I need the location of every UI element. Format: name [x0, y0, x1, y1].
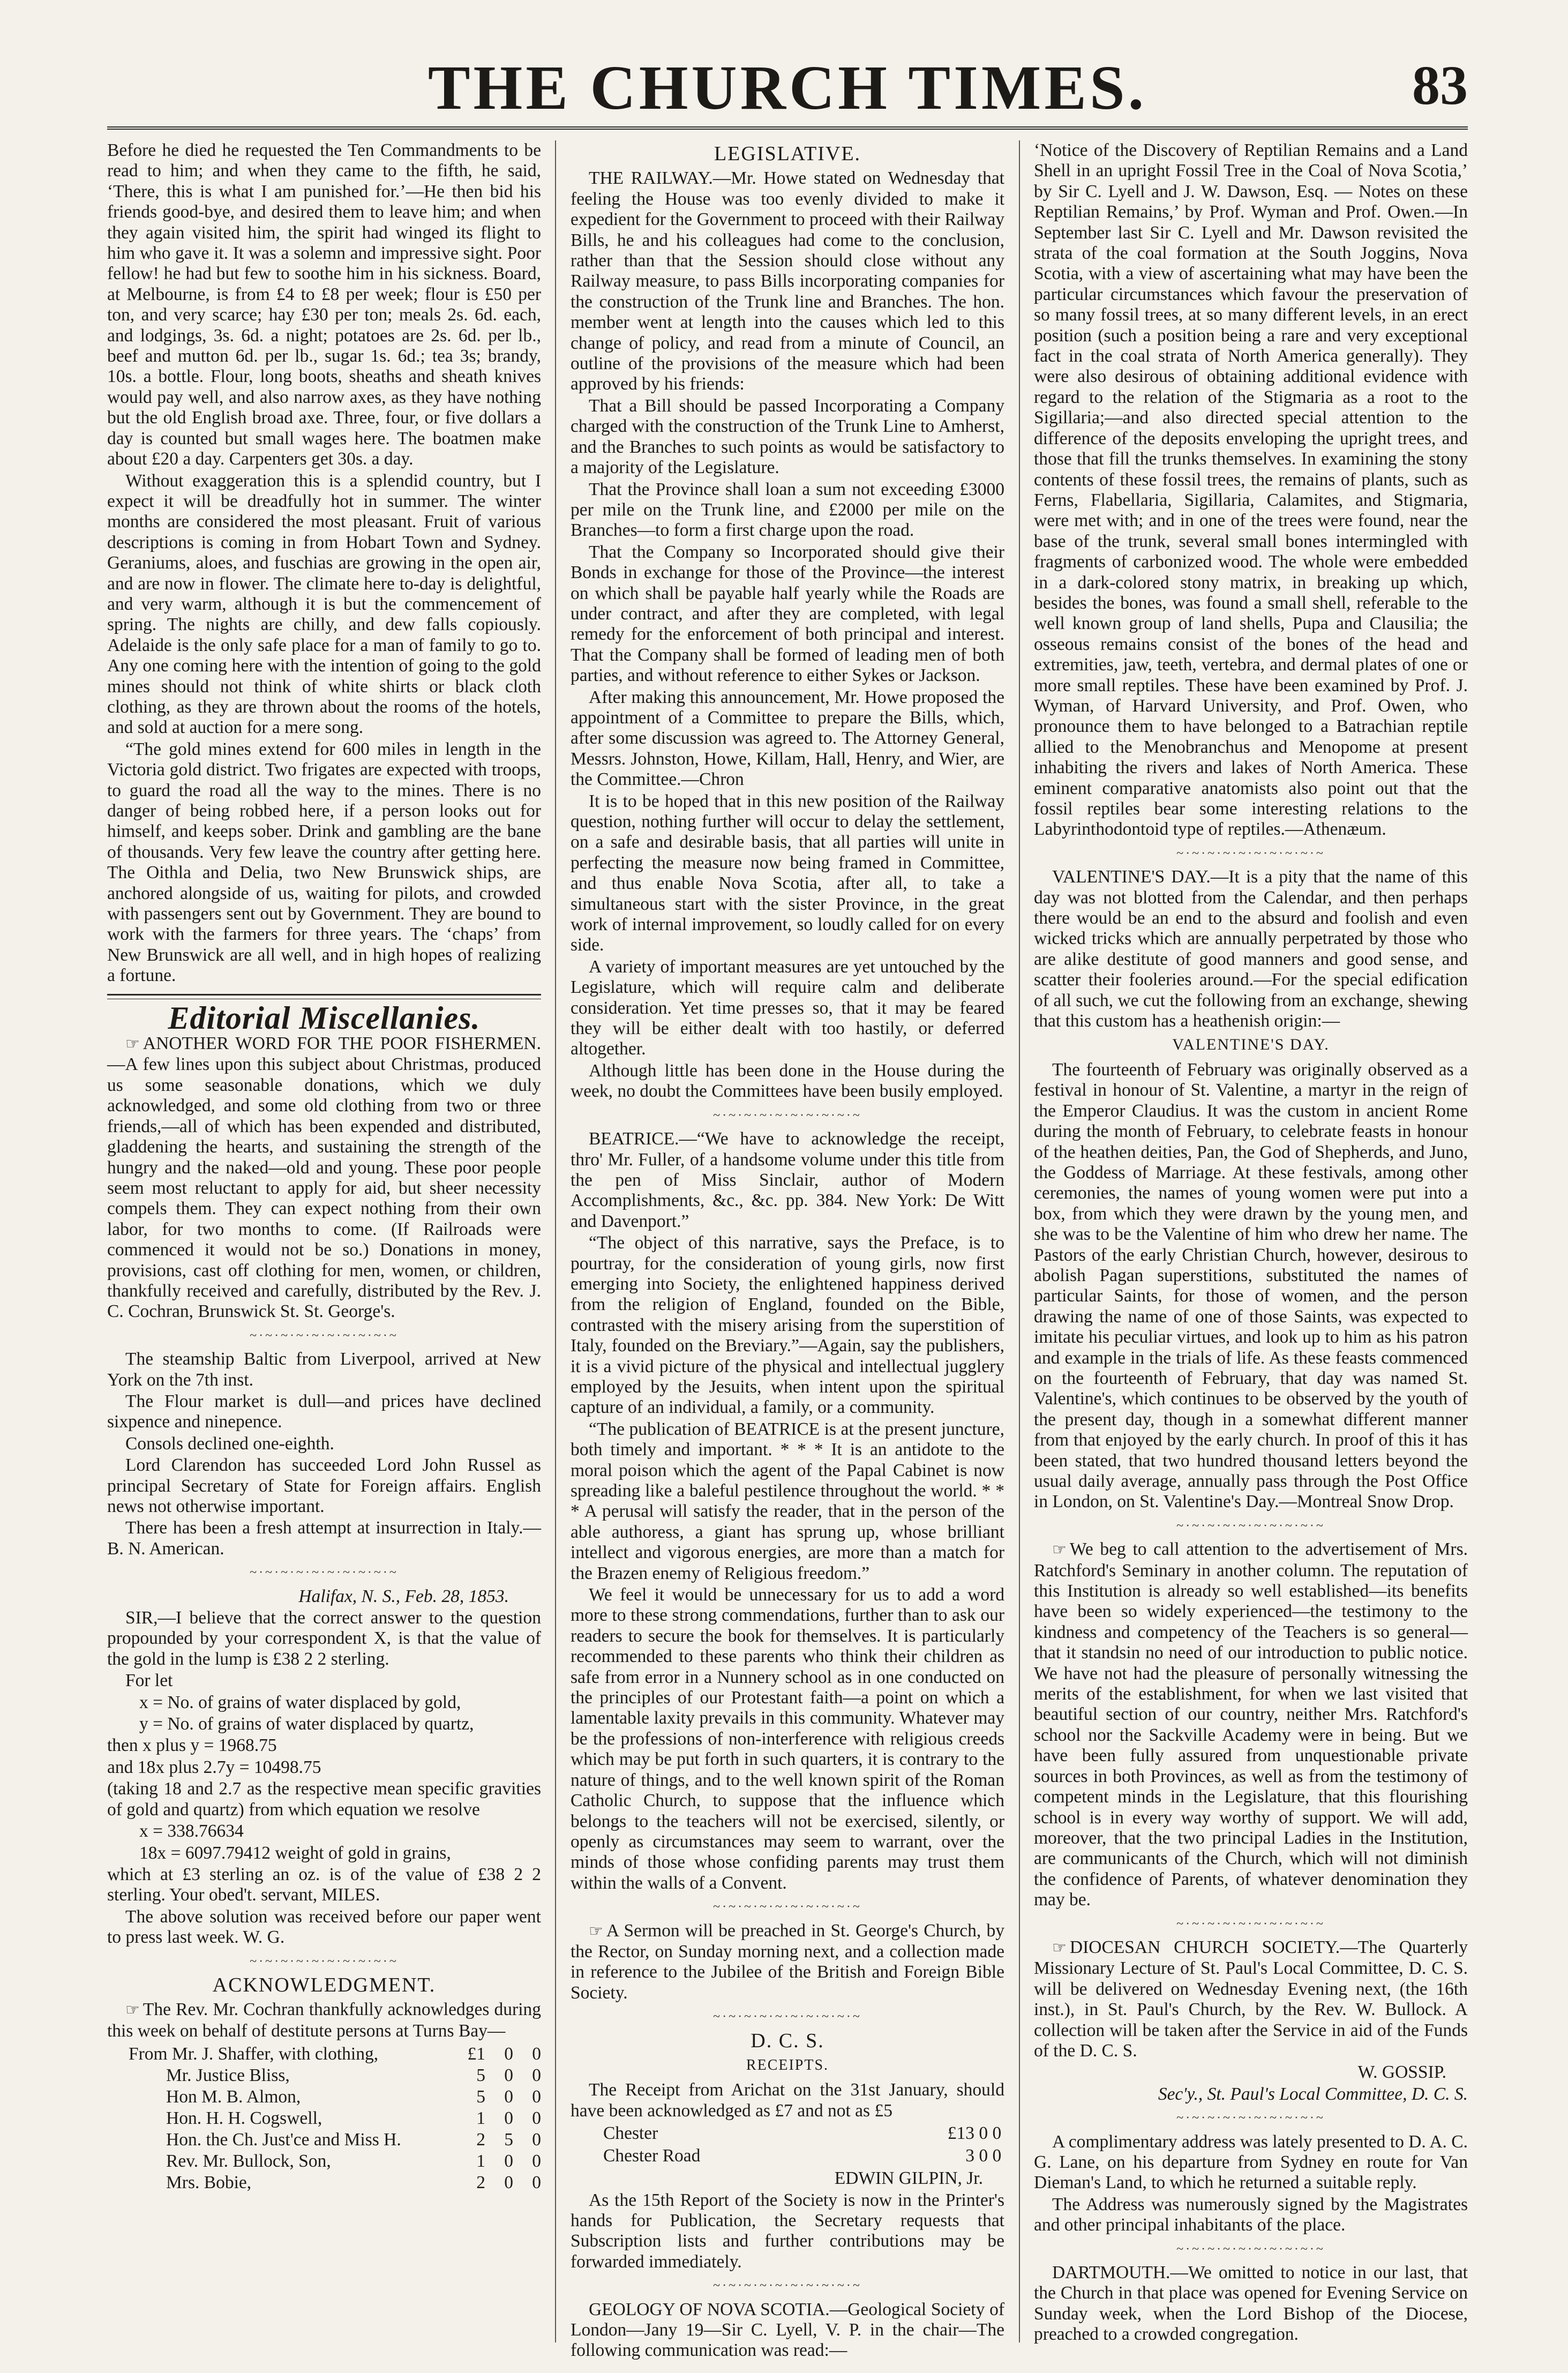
paragraph: That the Company so Incorporated should give their Bonds in exchange for those of the Province—the interest on which shall be payable half yearly while the Roads are under contract, and after they are completed, with legal remedy for the enforcement of both principal and interest. That the Company shall be formed of leading men of both parties, and without reference to either Sykes or Jackson. — [571, 542, 1004, 686]
separator: ~·~·~·~·~·~·~·~·~·~ — [713, 2010, 862, 2024]
donation-pounds: 5 — [476, 2087, 485, 2107]
equation: then x plus y = 1968.75 — [107, 1735, 277, 1756]
donation-pounds: 1 — [476, 2108, 485, 2129]
pointing-hand-icon: ☞ — [589, 1921, 603, 1941]
receipt-name: Chester — [603, 2123, 658, 2144]
sermon-notice: ☞ A Sermon will be preached in St. George's Church, by the Rector, on Sunday morning next, and a collection made in reference to the Jubilee of the British and Foreign Bible Society. — [571, 1920, 1004, 2003]
paragraph: That the Province shall loan a sum not exceeding £3000 per mile on the Trunk line, and £2000 per mile on the Branches—to form a first charge upon the road. — [571, 479, 1004, 541]
masthead — [107, 51, 1468, 130]
equation: 18x = 6097.79412 weight of gold in grains, — [139, 1843, 451, 1863]
letter-paragraph: For let — [125, 1671, 173, 1691]
pointing-hand-icon: ☞ — [125, 1035, 140, 1054]
valentine-article: VALENTINE'S DAY.—It is a pity that the name of this day was not blotted from the Calendar, and then perhaps there would be an end to the absurd and foolish and even wicked tricks which are annually perpetrated by those who are alike destitute of good manners and good sense, and scatter their fooleries around.—For the special edification of all such, we cut the following from an exchange, shewing that this custom has a heathenish origin:— — [1034, 867, 1468, 1031]
pointing-hand-icon: ☞ — [1052, 1938, 1067, 1957]
editor-note: The above solution was received before our paper went to press last week. W. G. — [107, 1906, 541, 1948]
church-society-notice: ☞ DIOCESAN CHURCH SOCIETY.—The Quarterly Missionary Lecture of St. Paul's Local Committee, D. C. S. will be delivered on Wednesday Evening next, (the 16th inst.), in St. Paul's Church, by the Rev. W. Bullock. A collection will be taken after the Service in aid of the Funds of the D. C. S. — [1034, 1937, 1468, 2061]
receipt-name: Chester Road — [603, 2146, 701, 2166]
equation: x = 338.76634 — [139, 1821, 244, 1841]
news-item: The steamship Baltic from Liverpool, arrived at New York on the 7th inst. — [107, 1349, 541, 1390]
donations-table — [107, 2043, 541, 2194]
column-divider — [555, 140, 556, 2342]
donation-pounds: 1 — [476, 2151, 485, 2172]
receipts-table — [603, 2122, 1002, 2167]
geology-article: ‘Notice of the Discovery of Reptilian Remains and a Land Shell in an upright Fossil Tree in the Coal of Nova Scotia,’ by Sir C. Lyell and J. W. Dawson, Esq. — Notes on these Reptilian Remains,’ by Prof. Wyman and Prof. Owen.—In September last Sir C. Lyell and Mr. Dawson revisited the strata of the coal formation at the South Joggins, Nova Scotia, with a view of ascertaining what may have been the particular circumstances which favour the preservation of so many fossil trees, at so many different levels, in an erect position (such a position being a rare and very exceptional fact in the coal strata of North America generally). They were also desirous of obtaining additional evidence with regard to the relation of the Stigmaria as a root to the Sigillaria;—and also directed special attention to the difference of the deposits enveloping the upright trees, and those that fill the trunks themselves. In examining the stony contents of these fossil trees, the remains of plants, such as Ferns, Flabellaria, Sigillaria, Calamites, and Stigmaria, were met with; and in one of the trees were found, near the base of the trunk, several small bones intermingled with fragments of carbonized wood. The whole were embedded in a dark-colored stony matrix, in breaking up which, besides the bones, was found a small shell, referable to the well known group of land shells, Pupa and Clausilia; the osseous remains consist of the bones of the head and extremities, jaw, teeth, vertebra, and dermal plates of one or more small reptiles. These have been examined by Prof. J. Wyman, of Harvard University, and Prof. Owen, who pronounce them to have belonged to a Batrachian reptile allied to the Menobranchus and Menopome at present inhabiting the rivers and lakes of North America. These eminent comparative anatomists also point out that the fossil reptiles bear some interesting relations to the Labyrinthodontoid type of reptiles.—Athenæum. — [1034, 140, 1468, 840]
paragraph: Although little has been done in the House during the week, no doubt the Committees have been busily employed. — [571, 1060, 1004, 1102]
donor-name: Rev. Mr. Bullock, Son, — [166, 2151, 331, 2172]
separator: ~·~·~·~·~·~·~·~·~·~ — [1176, 2111, 1325, 2125]
table-row — [107, 2108, 541, 2129]
donor-name: Hon. the Ch. Just'ce and Miss H. — [166, 2130, 401, 2150]
paragraph: “The gold mines extend for 600 miles in length in the Victoria gold district. Two frigates are expected with troops, to guard the road all the way to the mines. There is no danger of being robbed here, if a person looks out for himself, and keeps sober. Drink and gambling are the bane of thousands. Very few leave the country after getting here. The Oithla and Delia, two New Brunswick ships, are anchored alongside of us, waiting for pilots, and crowded with passengers sent out by Government. They are bound to work with the farmers for three years. The ‘chaps’ from New Brunswick are all well, and in high hopes of realizing a fortune. — [107, 739, 541, 986]
paragraph: “The publication of BEATRICE is at the present juncture, both timely and important. * * * It is an antidote to the moral poison which the agent of the Papal Cabinet is now spreading like a baleful pestilence throughout the world. * * * A perusal will satisfy the reader, that in the person of the able authoress, a giant has sprung up, whose brilliant intellect and vigorous energies, are more than a match for the Brazen enemy of Religious freedom.” — [571, 1419, 1004, 1583]
donation-shillings: 0 — [504, 2151, 513, 2172]
table-row — [603, 2122, 1002, 2145]
donation-shillings: 0 — [504, 2108, 513, 2129]
receipt-amount: 3 0 0 — [965, 2146, 1002, 2166]
column-2 — [571, 140, 1004, 2361]
letter-continuation: Before he died he requested the Ten Commandments to be read to him; and when they came to the fifth, he said, ‘There, this is what I am punished for.’—He then bid his friends good-bye, and desired them to leave him; and when they again visited him, the spirit had winged its flight to him who gave it. It was a solemn and impressive sight. Poor fellow! he had but few to soothe him in his sickness. Board, at Melbourne, is from £4 to £8 per week; flour is £50 per ton, and very scarce; hay £30 per ton; meals 2s. 6d. each, and lodgings, 3s. 6d. a night; potatoes are 2s. 6d. per lb., beef and mutton 6d. per lb., sugar 1s. 6d.; tea 3s; brandy, 10s. a bottle. Flour, long boots, sheaths and sheath knives would pay well, and also narrow axes, as they have nothing but the old English broad axe. Three, four, or five dollars a day is counted but small wages here. The boatmen make about £20 a day. Carpenters get 30s. a day. — [107, 140, 541, 469]
newspaper-title: THE CHURCH TIMES. — [427, 53, 1147, 123]
separator: ~·~·~·~·~·~·~·~·~·~ — [250, 1328, 399, 1343]
donor-name: Mrs. Bobie, — [166, 2173, 252, 2193]
donation-pence: 0 — [532, 2130, 541, 2150]
paragraph: A complimentary address was lately presented to D. A. C. G. Lane, on his departure from Sydney en route for Van Dieman's Land, to which he returned a suitable reply. — [1034, 2131, 1468, 2193]
column-divider — [1019, 140, 1020, 2342]
donor-name: From Mr. J. Shaffer, with clothing, — [129, 2044, 379, 2064]
donation-pence: 0 — [532, 2108, 541, 2129]
donation-pounds: £1 — [467, 2044, 485, 2064]
dateline: Halifax, N. S., Feb. 28, 1853. — [298, 1586, 509, 1606]
table-row — [107, 2086, 541, 2108]
donation-shillings: 0 — [504, 2173, 513, 2193]
letter-signoff: which at £3 sterling an oz. is of the value of £38 2 2 sterling. Your obed't. servant, MILES. — [107, 1864, 541, 1905]
beatrice-review: BEATRICE.—“We have to acknowledge the receipt, thro' Mr. Fuller, of a handsome volume under this title from the pen of Miss Sinclair, author of Modern Accomplishments, &c., &c. pp. 384. New York: De Witt and Davenport.” — [571, 1129, 1004, 1231]
donation-pence: 0 — [532, 2044, 541, 2064]
letter-paragraph: SIR,—I believe that the correct answer to the question propounded by your correspondent X, is that the value of the gold in the lump is £38 2 2 sterling. — [107, 1608, 541, 1669]
pointing-hand-icon: ☞ — [1052, 1540, 1067, 1560]
acknowledgment-heading: ACKNOWLEDGMENT. — [212, 1973, 436, 1996]
news-item: Lord Clarendon has succeeded Lord John Russel as principal Secretary of State for Foreign affairs. English news not otherwise important. — [107, 1455, 541, 1516]
receipts-heading: RECEIPTS. — [746, 2056, 829, 2073]
news-item: Consols declined one-eighth. — [125, 1433, 334, 1454]
page-number: 83 — [1412, 55, 1468, 116]
pointing-hand-icon: ☞ — [125, 2001, 140, 2020]
table-row — [107, 2129, 541, 2151]
donor-name: Hon M. B. Almon, — [166, 2087, 301, 2107]
news-item: There has been a fresh attempt at insurrection in Italy.—B. N. American. — [107, 1518, 541, 1559]
donation-pence: 0 — [532, 2087, 541, 2107]
separator: ~·~·~·~·~·~·~·~·~·~ — [1176, 846, 1325, 860]
railway-article: THE RAILWAY.—Mr. Howe stated on Wednesday that feeling the House was too evenly divided to make it expedient for the Government to proceed with their Railway Bills, he and his colleagues had come to the conclusion, rather than that the Session should close without any Railway measure, to pass Bills incorporating companies for the construction of the Trunk line and Branches. The hon. member went at length into the causes which led to this change of policy, and read from a minute of Council, an outline of the provisions of the measure which had been approved by his friends: — [571, 168, 1004, 394]
separator: ~·~·~·~·~·~·~·~·~·~ — [1176, 1518, 1325, 1533]
donor-name: Hon. H. H. Cogswell, — [166, 2108, 322, 2129]
donation-shillings: 0 — [504, 2087, 513, 2107]
columns — [107, 140, 1468, 2361]
donation-shillings: 0 — [504, 2065, 513, 2086]
table-row — [107, 2172, 541, 2194]
table-row — [107, 2065, 541, 2086]
donation-pounds: 5 — [476, 2065, 485, 2086]
paragraph: That a Bill should be passed Incorporating a Company charged with the construction of the Trunk Line to Amherst, and the Branches to such points as would be satisfactory to a majority of the Legislature. — [571, 395, 1004, 478]
separator: ~·~·~·~·~·~·~·~·~·~ — [713, 1900, 862, 1914]
equation: and 18x plus 2.7y = 10498.75 — [107, 1757, 321, 1777]
paragraph: As the 15th Report of the Society is now in the Printer's hands for Publication, the Secretary requests that Subscription lists and further contributions may be forwarded immediately. — [571, 2190, 1004, 2272]
signature: W. GOSSIP. — [1357, 2062, 1446, 2083]
paragraph: After making this announcement, Mr. Howe proposed the appointment of a Committee to prepare the Bills, which, after some discussion was agreed to. The Attorney General, Messrs. Johnston, Howe, Killam, Hall, Henry, and Wier, are the Committee.—Chron — [571, 687, 1004, 790]
donation-pence: 0 — [532, 2065, 541, 2086]
paragraph: “The object of this narrative, says the Preface, is to pourtray, for the consideration of young girls, now first emerging into Society, the enlightened happiness derived from the religion of England, founded on the Bible, contrasted with the misery arising from the superstition of Italy, founded on the Breviary.”—Again, say the publishers, it is a vivid picture of the physical and intellectual jugglery employed by the Jesuits, when intent upon the spiritual capture of an individual, a family, or a community. — [571, 1233, 1004, 1418]
separator: ~·~·~·~·~·~·~·~·~·~ — [1176, 2242, 1325, 2256]
equation: y = No. of grains of water displaced by quartz, — [139, 1714, 474, 1734]
geology-intro: GEOLOGY OF NOVA SCOTIA.—Geological Society of London—Jany 19—Sir C. Lyell, V. P. in the chair—The following communication was read:— — [571, 2299, 1004, 2361]
signature-title: Sec'y., St. Paul's Local Committee, D. C. S. — [1158, 2084, 1468, 2104]
separator: ~·~·~·~·~·~·~·~·~·~ — [1176, 1917, 1325, 1931]
paragraph: The fourteenth of February was originally observed as a festival in honour of St. Valentine, a martyr in the reign of the Emperor Claudius. It was the custom in ancient Rome during the month of February, to celebrate feasts in honour of the heathen deities, Pan, the God of Shepherds, and Juno, the Goddess of Marriage. At these festivals, among other ceremonies, the names of young women were put into a box, from which they were drawn by the young men, and she was to be the Valentine of him who drew her name. The Pastors of the early Christian Church, however, desirous to abolish Pagan superstitions, substituted the names of particular Saints, for those of women, and the person drawing the name of one of those Saints, was expected to imitate his peculiar virtues, and look up to him as his patron and example in the trials of life. As these feasts commenced on the fourteenth of February, that day was named St. Valentine's, which continues to be observed by the youth of the present day, though in a somewhat different manner from that enjoyed by the early church. In proof of this it has been stated, that two hundred thousand letters beyond the usual daily average, annually pass through the Post Office in London, on St. Valentine's Day.—Montreal Snow Drop. — [1034, 1059, 1468, 1512]
section-heading: Editorial Miscellanies. — [168, 1000, 481, 1036]
donation-pounds: 2 — [476, 2130, 485, 2150]
table-row — [603, 2145, 1002, 2167]
donation-pence: 0 — [532, 2151, 541, 2172]
dartmouth-notice: DARTMOUTH.—We omitted to notice in our last, that the Church in that place was opened for Evening Service on Sunday week, when the Lord Bishop of the Diocese, preached to a crowded congregation. — [1034, 2263, 1468, 2345]
article-fishermen: ☞ ANOTHER WORD FOR THE POOR FISHERMEN.—A few lines upon this subject about Christmas, produced us some seasonable donations, which we duly acknowledged, and some old clothing from two or three friends,—all of which has been expended and distributed, gladdening the hearts, and sustaining the strength of the hungry and the naked—old and young. These poor people seem most reluctant to apply for aid, but sheer necessity compels them. They can expect nothing from their own labor, for two months to come. (If Railroads were commenced it would not be so.) Donations in money, provisions, cast off clothing for men, women, or children, thankfully received and carefully, distributed by the Rev. J. C. Cochran, Brunswick St. St. George's. — [107, 1034, 541, 1322]
donation-shillings: 5 — [504, 2130, 513, 2150]
paragraph: Without exaggeration this is a splendid country, but I expect it will be dreadfully hot in summer. The winter months are considered the most pleasant. Fruit of various descriptions is coming in from Hobart Town and Sydney. Geraniums, aloes, and fuschias are growing in the open air, and are now in flower. The climate here to-day is delightful, and very warm, although it is but the commencement of spring. The nights are chilly, and dew falls copiously. Adelaide is the only safe place for a man of family to go to. Any one coming here with the intention of going to the gold mines should not think of white shirts or black cloth clothing, as they are thrown about the rooms of the hotels, and sold at auction for a mere song. — [107, 470, 541, 738]
paragraph: A variety of important measures are yet untouched by the Legislature, which will require calm and deliberate consideration. Yet time presses so, that it may be feared they will be either dealt with too hastily, or deferred altogether. — [571, 956, 1004, 1059]
equation: x = No. of grains of water displaced by gold, — [139, 1692, 461, 1712]
paragraph: The Receipt from Arichat on the 31st January, should have been acknowledged as £7 and not as £5 — [571, 2080, 1004, 2121]
valentine-subheading: VALENTINE'S DAY. — [1172, 1036, 1330, 1054]
column-1 — [107, 140, 541, 2348]
separator: ~·~·~·~·~·~·~·~·~·~ — [713, 1108, 862, 1122]
legislative-heading: LEGISLATIVE. — [714, 143, 861, 165]
donation-pounds: 2 — [476, 2173, 485, 2193]
separator: ~·~·~·~·~·~·~·~·~·~ — [250, 1566, 399, 1580]
dcs-heading: D. C. S. — [751, 2029, 824, 2052]
seminary-notice: ☞ We beg to call attention to the advertisement of Mrs. Ratchford's Seminary in another column. The reputation of this Institution is already so well established—its benefits have been so widely experienced—the testimony to the kindness and competency of the Teachers is so general—that it standsin no need of our introduction to public notice. We have not had the pleasure of personally witnessing the merits of the establishment, for when we last visited that beautiful section of our country, neither Mrs. Ratchford's school nor the Sackville Academy were in being. But we have been fully assured from unquestionable private sources in both Provinces, as well as from the testimony of competent minds in the Legislature, that this flourishing school is in every way worthy of support. We will add, moreover, that the two principal Ladies in the Institution, are communicants of the Church, which will not diminish the confidence of Parents, of whatever denomination they may be. — [1034, 1539, 1468, 1910]
donation-pence: 0 — [532, 2173, 541, 2193]
news-item: The Flour market is dull—and prices have declined sixpence and ninepence. — [107, 1391, 541, 1432]
separator: ~·~·~·~·~·~·~·~·~·~ — [713, 2279, 862, 2293]
table-row — [107, 2151, 541, 2172]
paragraph: It is to be hoped that in this new position of the Railway question, nothing further will occur to delay the settlement, on a safe and desirable basis, that all parties will unite in perfecting the measure now being framed in Committee, and thus enable Nova Scotia, after all, to take a simultaneous start with the sister Province, in the great work of internal improvement, so loudly called for on every side. — [571, 791, 1004, 955]
receipt-amount: £13 0 0 — [947, 2123, 1002, 2144]
separator: ~·~·~·~·~·~·~·~·~·~ — [250, 1954, 399, 1968]
letter-paragraph: (taking 18 and 2.7 as the respective mean specific gravities of gold and quartz) from which equation we resolve — [107, 1779, 541, 1820]
paragraph: The Address was numerously signed by the Magistrates and other principal inhabitants of the place. — [1034, 2194, 1468, 2235]
acknowledgment-text: ☞ The Rev. Mr. Cochran thankfully acknowledges during this week on behalf of destitute persons at Turns Bay— — [107, 2000, 541, 2041]
paragraph: We feel it would be unnecessary for us to add a word more to these strong commendations, further than to ask our readers to secure the book for themselves. It is particularly recommended to these parents who think their children as safe from error in a Nunnery school as in one conducted on the principles of our Protestant faith—a point on which a lamentable laxity prevails in this community. Whatever may be the professions of non-interference with religious creeds which may be put forth in such quarters, it is contrary to the nature of things, and to the well known spirit of the Roman Catholic Church, to suppose that the influence which belongs to the teachers will not be exercised, silently, or openly as circumstances may seem to warrant, over the minds of those whose confiding parents may trust them within the walls of a Convent. — [571, 1585, 1004, 1893]
donation-shillings: 0 — [504, 2044, 513, 2064]
column-3 — [1034, 140, 1468, 2348]
signature: EDWIN GILPIN, Jr. — [834, 2168, 983, 2189]
table-row — [107, 2043, 541, 2065]
donor-name: Mr. Justice Bliss, — [166, 2065, 290, 2086]
section-rule — [107, 994, 541, 999]
